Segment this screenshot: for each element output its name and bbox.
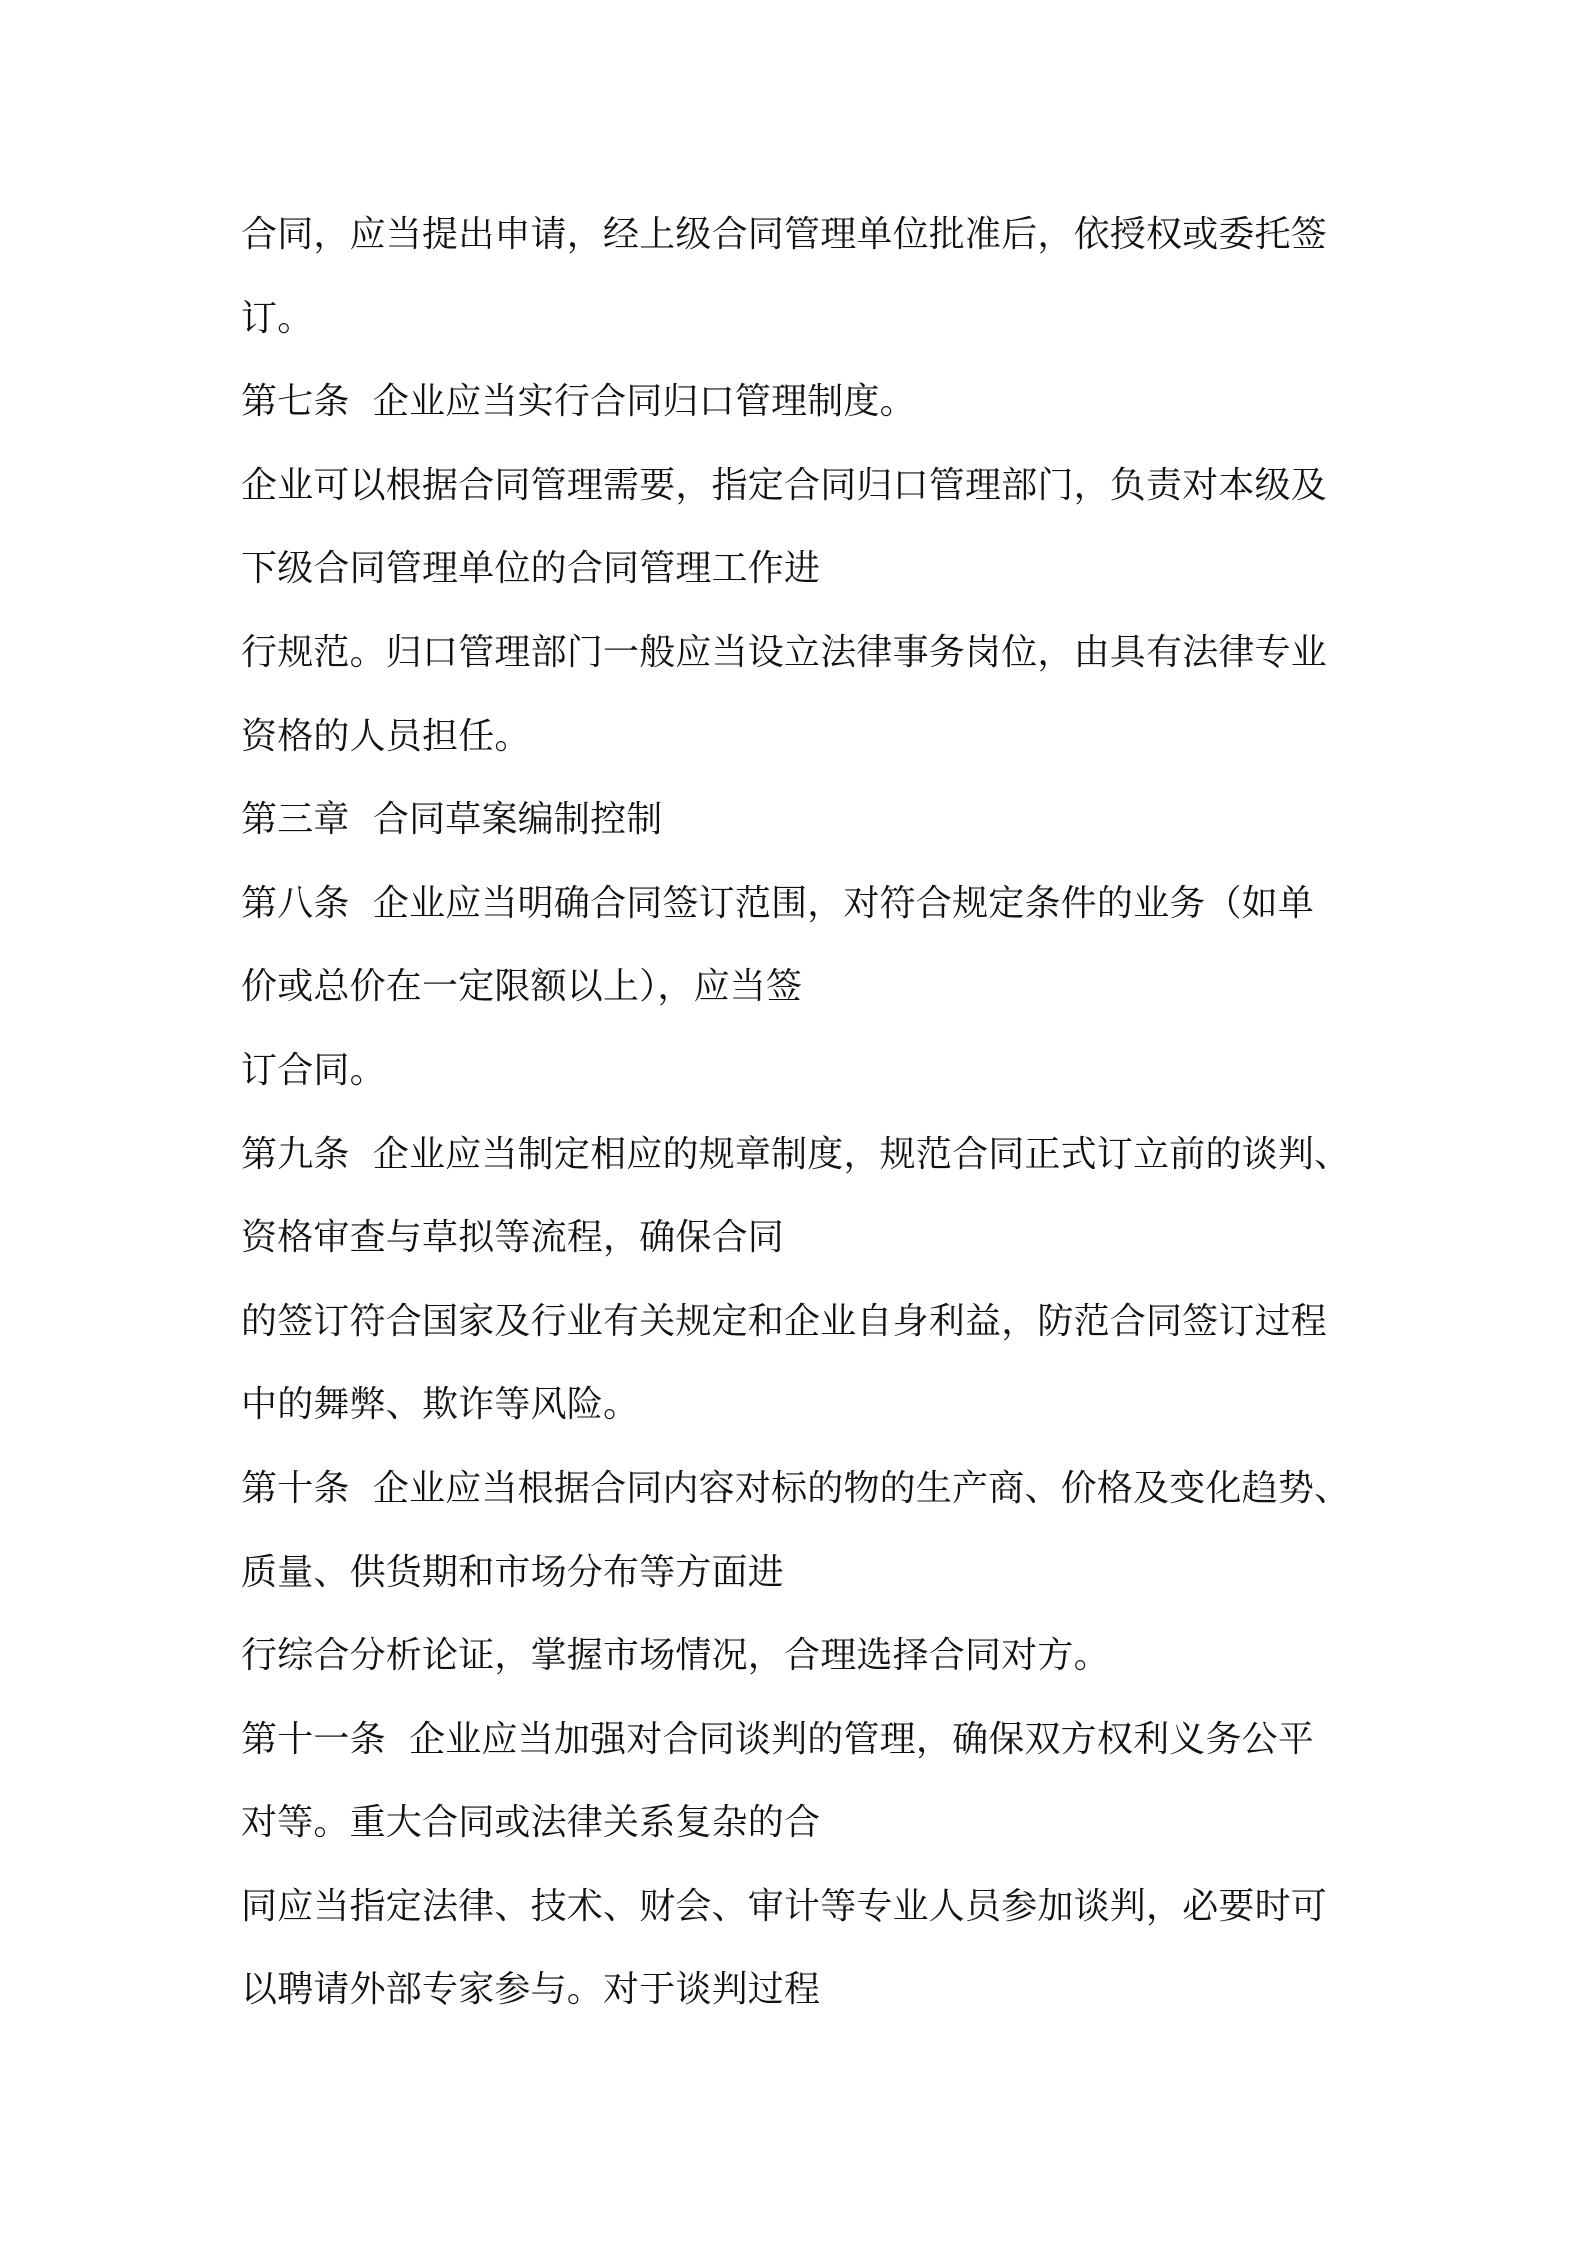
text-line: 价或总价在一定限额以上），应当签 — [241, 966, 803, 1008]
text-line: 订。 — [241, 297, 314, 339]
article-heading: 第九条 企业应当制定相应的规章制度，规范合同正式订立前的谈判、 — [241, 1133, 1351, 1175]
article-heading: 第七条 企业应当实行合同归口管理制度。 — [241, 381, 916, 423]
text-line: 同应当指定法律、技术、财会、审计等专业人员参加谈判，必要时可 — [241, 1885, 1328, 1927]
text-line: 中的舞弊、欺诈等风险。 — [241, 1384, 640, 1426]
text-line: 资格的人员担任。 — [241, 715, 531, 757]
article-heading: 第八条 企业应当明确合同签订范围，对符合规定条件的业务（如单 — [241, 882, 1315, 924]
text-line: 对等。重大合同或法律关系复杂的合 — [241, 1802, 821, 1844]
document-body — [241, 193, 1381, 2032]
text-line: 行规范。归口管理部门一般应当设立法律事务岗位，由具有法律专业 — [241, 631, 1328, 673]
text-line: 以聘请外部专家参与。对于谈判过程 — [241, 1969, 821, 2011]
text-line: 行综合分析论证，掌握市场情况，合理选择合同对方。 — [241, 1635, 1110, 1677]
text-line: 下级合同管理单位的合同管理工作进 — [241, 548, 821, 590]
text-line: 资格审查与草拟等流程，确保合同 — [241, 1217, 785, 1259]
text-line: 企业可以根据合同管理需要，指定合同归口管理部门，负责对本级及 — [241, 464, 1328, 506]
article-heading: 第十条 企业应当根据合同内容对标的物的生产商、价格及变化趋势、 — [241, 1467, 1351, 1509]
text-line: 合同，应当提出申请，经上级合同管理单位批准后，依授权或委托签 — [241, 214, 1328, 255]
text-line: 的签订符合国家及行业有关规定和企业自身利益，防范合同签订过程 — [241, 1300, 1328, 1342]
text-line: 订合同。 — [241, 1049, 386, 1091]
text-line: 质量、供货期和市场分布等方面进 — [241, 1551, 785, 1593]
article-heading: 第十一条 企业应当加强对合同谈判的管理，确保双方权利义务公平 — [241, 1718, 1315, 1760]
chapter-heading: 第三章 合同草案编制控制 — [241, 799, 663, 841]
